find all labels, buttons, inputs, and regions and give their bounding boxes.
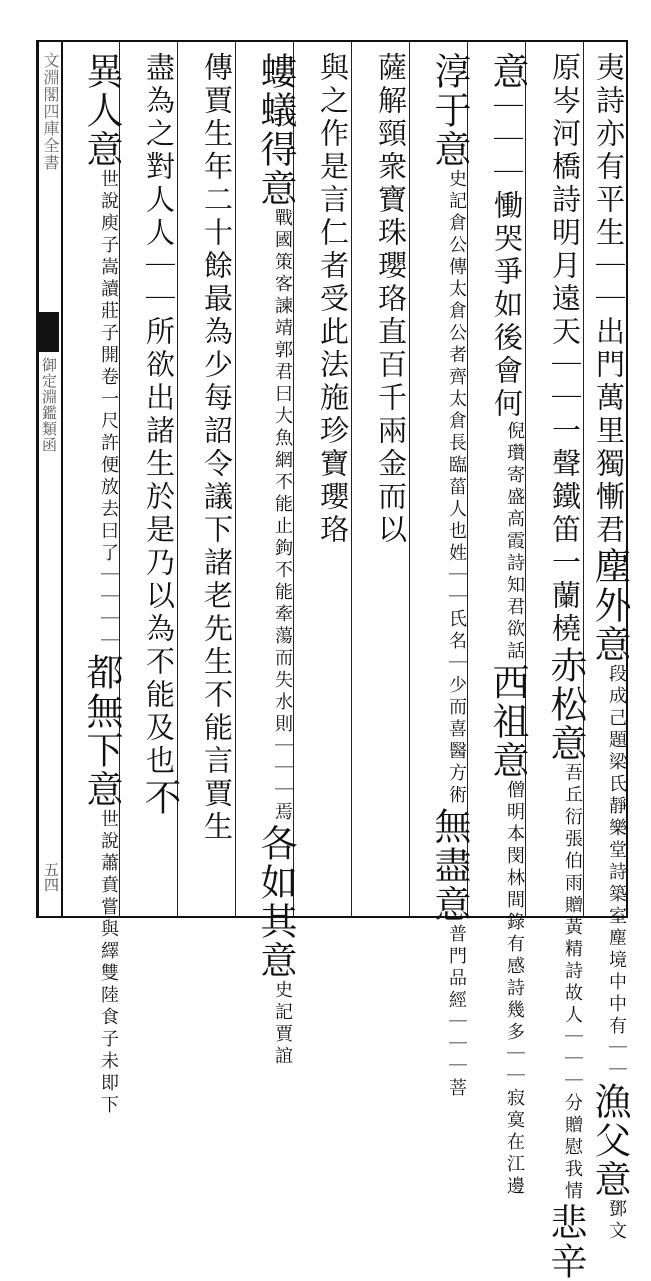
body-text: 夷詩亦有平生｜｜出門萬里獨慚君 — [592, 52, 626, 547]
text-column-5 — [355, 52, 407, 912]
entry-heading: 淳于意 — [428, 52, 471, 169]
body-text: ｜｜｜慟哭爭如後會何 — [490, 91, 524, 421]
book-title: 御定淵鑑類函 — [40, 357, 58, 453]
column-rule — [409, 42, 410, 916]
entry-heading: 赤松意 — [544, 646, 587, 763]
side-band — [39, 42, 63, 916]
entry-heading: 各如其意 — [254, 824, 297, 980]
column-rule — [525, 42, 526, 916]
text-column-3 — [471, 52, 529, 1198]
column-rule — [235, 42, 236, 916]
text-column-6 — [297, 52, 349, 912]
body-text: 盡為之對人人｜｜所欲出諸生於是乃以為不能及也 — [142, 52, 176, 778]
text-column-8 — [181, 52, 233, 912]
body-text: 原岑河橋詩明月遠天｜｜一聲鐵笛一蘭橈 — [548, 52, 582, 646]
column-rule — [467, 42, 468, 916]
annotation-text: 倪瓚寄盛高霞詩知君欲話 — [504, 421, 525, 663]
text-column-2 — [529, 52, 587, 1281]
column-rule — [351, 42, 352, 916]
text-column-9 — [123, 52, 181, 912]
body-text: 薩解頸衆寶珠瓔珞直百千兩金而以 — [374, 52, 408, 547]
collection-title: 文淵閣四庫全書 — [41, 52, 60, 171]
annotation-text: 世說蕭賁嘗與繹雙陸食子未即下 — [98, 809, 119, 1117]
entry-heading: 都無下意 — [80, 653, 123, 809]
annotation-text: 吾丘衍張伯雨贈黃精詩故人｜｜｜分贈慰我情 — [562, 763, 583, 1203]
entry-heading: 異人意 — [80, 52, 123, 169]
annotation-text: 普門品經｜｜｜菩 — [446, 924, 467, 1100]
entry-heading: 漁父意 — [588, 1082, 631, 1199]
fishtail-mark — [39, 312, 59, 352]
text-column-1 — [587, 52, 631, 1243]
page-number: 五四 — [42, 862, 60, 892]
entry-heading: 意 — [486, 52, 529, 91]
annotation-text: 戰國策客諫靖郭君曰大魚網不能止鉤不能牽蕩而失水則｜｜｜焉 — [272, 208, 293, 824]
entry-heading: 西祖意 — [486, 663, 529, 780]
text-column-10 — [65, 52, 123, 1117]
annotation-text: 鄧文 — [606, 1199, 627, 1243]
annotation-text: 世說庾子嵩讀莊子開卷一尺許便放去曰了｜｜｜｜ — [98, 169, 119, 653]
page-frame — [36, 40, 631, 1281]
column-rule — [583, 42, 584, 916]
annotation-text: 史記倉公傳太倉公者齊太倉長臨菑人也姓｜｜氏名｜少而喜醫方術 — [446, 169, 467, 807]
entry-heading: 螻蟻得意 — [254, 52, 297, 208]
annotation-text: 僧明本閔林間錄有感詩幾多｜｜寂寞在江邊 — [504, 780, 525, 1198]
entry-heading: 無盡意 — [428, 807, 471, 924]
entry-heading: 塵外意 — [588, 547, 631, 664]
annotation-text: 段成己題梁氏靜樂堂詩築室塵境中中有｜｜ — [606, 664, 627, 1082]
annotation-text: 史記賈誼 — [272, 980, 293, 1068]
entry-heading: 悲辛 — [544, 1203, 587, 1281]
body-text: 傳賈生年二十餘最為少每詔令議下諸老先生不能言賈生 — [200, 52, 234, 844]
entry-heading: 不 — [138, 778, 181, 817]
text-column-4 — [413, 52, 471, 1100]
body-text: 與之作是言仁者受此法施珍寶瓔珞 — [316, 52, 350, 547]
text-column-7 — [239, 52, 297, 1068]
